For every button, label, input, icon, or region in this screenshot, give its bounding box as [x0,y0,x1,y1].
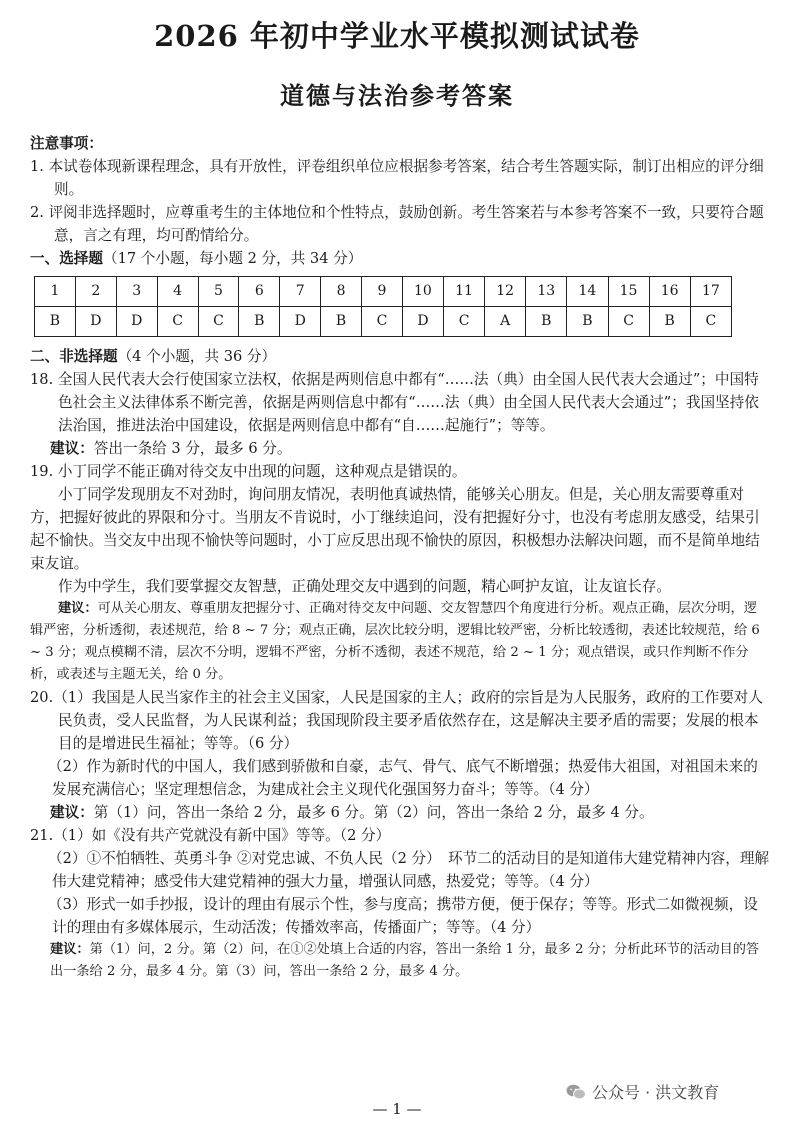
question-number: 15 [608,277,649,307]
q20-part-2: （2）作为新时代的中国人，我们感到骄傲和自豪，志气、骨气、底气不断增强；热爱伟大祖国，对祖国未来的发展充满信心；坚定理想信念，为建成社会主义现代化强国努力奋斗；等等。（4 分） [48,758,758,798]
advice-label: 建议： [50,942,90,957]
document-body [30,132,770,983]
section2-detail: （4 个小题，共 36 分） [117,348,277,365]
question-number: 2 [75,277,116,307]
q19-answer: 19. 小丁同学不能正确对待交友中出现的问题，这种观点是错误的。 [30,463,467,480]
answer-letter: D [116,307,157,337]
question-number: 3 [116,277,157,307]
page-title: 2026 年初中学业水平模拟测试试卷 [154,19,640,53]
answer-table-number-row [35,277,732,307]
q20-part-1: 20.（1）我国是人民当家作主的社会主义国家，人民是国家的主人；政府的宗旨是为人民服务，政府的工作要对人民负责，受人民监督，为人民谋利益；我国现阶段主要矛盾依然存在，这是解决主要矛盾的需要；发展的根本目的是增进民生福祉；等等。（6 分） [30,689,763,752]
answer-letter: B [239,307,280,337]
advice-label: 建议： [50,440,94,457]
q20-advice [30,801,770,824]
advice-text: 可从关心朋友、尊重朋友把握分寸、正确对待交友中问题、交友智慧四个角度进行分析。观点正确，层次分明，逻辑严密，分析透彻，表述规范，给 8 ~ 7 分；观点正确，层次比较分明，逻辑比较严密，分析比较透彻，表述比较规范，给 6 ~ 3 分；观点模糊不清，层次不分明，逻辑不严密，分析不透彻，表述不规范，给 2 ~ 1 分；观点错误，或只作判断不作分析，或表述与主题无关，给 0 分。 [30,601,760,682]
q21-part-2: （2）①不怕牺牲、英勇斗争 ②对党忠诚、不负人民（2 分） 环节二的活动目的是知道伟大建党精神内容，理解伟大建党精神；感受伟大建党精神的强大力量，增强认同感，热爱党；等等。（4 分） [48,850,770,890]
question-number: 4 [157,277,198,307]
answer-letter: A [485,307,526,337]
advice-text: 第（1）问，2 分。第（2）问，在①②处填上合适的内容，答出一条给 1 分，最多 2 分；分析此环节的活动目的答出一条给 2 分，最多 4 分。第（3）问，答出一条给 2 分，最多 4 分。 [50,942,760,979]
wechat-icon [566,1084,586,1100]
question-number: 12 [485,277,526,307]
section1-header [30,247,770,270]
advice-text: 第（1）问，答出一条给 2 分，最多 6 分。第（2）问，答出一条给 2 分，最多 4 分。 [93,804,654,821]
section1-heading: 一、选择题 [30,250,103,267]
notes-heading: 注意事项： [30,135,103,152]
answer-letter: C [362,307,403,337]
question-number: 17 [690,277,731,307]
q21-part-1: 21.（1）如《没有共产党就没有新中国》等等。（2 分） [30,827,391,844]
answer-letter: B [649,307,690,337]
page-subtitle: 道德与法治参考答案 [280,81,514,110]
page-number: — 1 — [372,1100,422,1118]
notes-item-2: 2. 评阅非选择题时，应尊重考生的主体地位和个性特点，鼓励创新。考生答案若与本参考答案不一致，只要符合题意，言之有理，均可酌情给分。 [30,204,764,244]
q18-answer: 18. 全国人民代表大会行使国家立法权，依据是两则信息中都有“……法（典）由全国人民代表大会通过”；中国特色社会主义法律体系不断完善，依据是两则信息中都有“……法（典）由全国人民代表大会通过”；我国坚持依法治国，推进法治中国建设，依据是两则信息中都有“自……起施行”；等等。 [30,371,759,434]
question-number: 14 [567,277,608,307]
q18-advice [30,437,770,460]
question-number: 9 [362,277,403,307]
answer-letter: B [526,307,567,337]
section2-header [30,345,770,368]
question-number: 13 [526,277,567,307]
advice-label: 建议： [58,601,98,616]
answer-letter: D [280,307,321,337]
q19-paragraph-2: 作为中学生，我们要掌握交友智慧，正确处理交友中遇到的问题，精心呵护友谊，让友谊长存。 [58,578,671,595]
q19-paragraph-1: 小丁同学发现朋友不对劲时，询问朋友情况，表明他真诚热情，能够关心朋友。但是，关心朋友需要尊重对方，把握好彼此的界限和分寸。当朋友不肯说时，小丁继续追问，没有把握好分寸，也没有考虑朋友感受，结果引起不愉快。当交友中出现不愉快等问题时，小丁应反思出现不愉快的原因，积极想办法解决问题，而不是简单地结束友谊。 [30,486,760,572]
question-number: 5 [198,277,239,307]
answer-letter: B [35,307,76,337]
question-number: 6 [239,277,280,307]
question-number: 8 [321,277,362,307]
answer-table [34,276,732,337]
q21-part-3: （3）形式一如手抄报，设计的理由有展示个性，参与度高；携带方便，便于保存；等等。形式二如微视频，设计的理由有多媒体展示，生动活泼；传播效率高，传播面广；等等。（4 分） [48,896,758,936]
answer-letter: C [690,307,731,337]
section2-heading: 二、非选择题 [30,348,118,365]
answer-letter: C [157,307,198,337]
advice-label: 建议： [50,804,94,821]
answer-letter: B [321,307,362,337]
answer-table-answer-row [35,307,732,337]
question-number: 16 [649,277,690,307]
answer-letter: C [198,307,239,337]
brand-text: 公众号 · 洪文教育 [592,1083,720,1102]
question-number: 11 [444,277,485,307]
question-number: 10 [402,277,443,307]
section1-detail: （17 个小题，每小题 2 分，共 34 分） [102,250,363,267]
answer-letter: C [444,307,485,337]
question-number: 7 [280,277,321,307]
answer-letter: D [402,307,443,337]
answer-letter: D [75,307,116,337]
notes-item-1: 1. 本试卷体现新课程理念，具有开放性，评卷组织单位应根据参考答案，结合考生答题实际，制订出相应的评分细则。 [30,158,764,198]
answer-letter: C [608,307,649,337]
q19-advice [30,598,770,686]
question-number: 1 [35,277,76,307]
advice-text: 答出一条给 3 分，最多 6 分。 [93,440,292,457]
answer-letter: B [567,307,608,337]
q21-advice [30,939,770,983]
